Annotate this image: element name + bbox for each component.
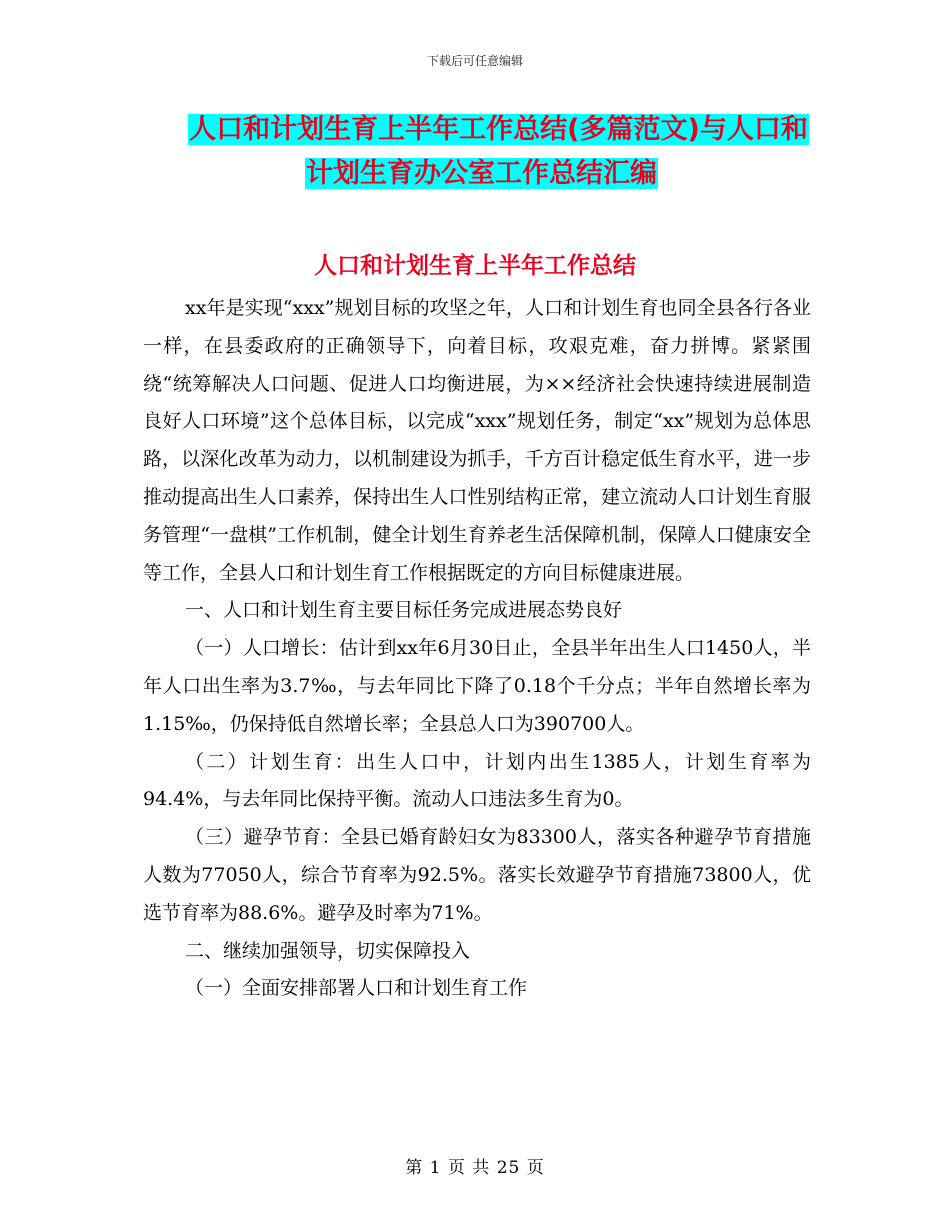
page-footer: 第 1 页 共 25 页 [405, 1158, 545, 1178]
heading-subsection-2-1: （一）全面安排部署人口和计划生育工作 [185, 977, 528, 1000]
page-header: 下载后可任意编辑 [426, 54, 523, 68]
section-subtitle: 人口和计划生育上半年工作总结 [314, 253, 636, 279]
document-body [143, 290, 811, 1008]
heading-section-1: 一、人口和计划生育主要目标任务完成进展态势良好 [185, 599, 623, 622]
paragraph-intro: xx年是实现“xxx”规划目标的攻坚之年，人口和计划生育也同全县各行各业一样，在县委政府的正确领导下，向着目标，攻艰克难，奋力拼博。紧紧围绕“统筹解决人口问题、促进人口均衡进展，为××经济社会快速持续进展制造良好人口环境”这个总体目标，以完成“xxx”规划任务，制定“xx”规划为总体思路，以深化改革为动力，以机制建设为抓手，千方百计稳定低生育水平，进一步推动提高出生人口素养，保持出生人口性别结构正常，建立流动人口计划生育服务管理“一盘棋”工作机制，健全计划生育养老生活保障机制，保障人口健康安全等工作，全县人口和计划生育工作根据既定的方向目标健康进展。 [143, 297, 811, 584]
paragraph-contraception: （三）避孕节育：全县已婚育龄妇女为83300人，落实各种避孕节育措施人数为77050人，综合节育率为92.5%。落实长效避孕节育措施73800人，优选节育率为88.6%。避孕及时率为71%。 [143, 826, 811, 924]
paragraph-family-planning: （二）计划生育：出生人口中，计划内出生1385人，计划生育率为94.4%，与去年同比保持平衡。流动人口违法多生育为0。 [143, 750, 811, 811]
document-title-line-1: 人口和计划生育上半年工作总结(多篇范文)与人口和 [189, 114, 808, 145]
document-title-line-2: 计划生育办公室工作总结汇编 [306, 158, 657, 189]
paragraph-population-growth: （一）人口增长：估计到xx年6月30日止，全县半年出生人口1450人，半年人口出生率为3.7‰，与去年同比下降了0.18个千分点；半年自然增长率为1.15‰，仍保持低自然增长率；全县总人口为390700人。 [143, 637, 811, 735]
heading-section-2: 二、继续加强领导，切实保障投入 [185, 939, 471, 962]
